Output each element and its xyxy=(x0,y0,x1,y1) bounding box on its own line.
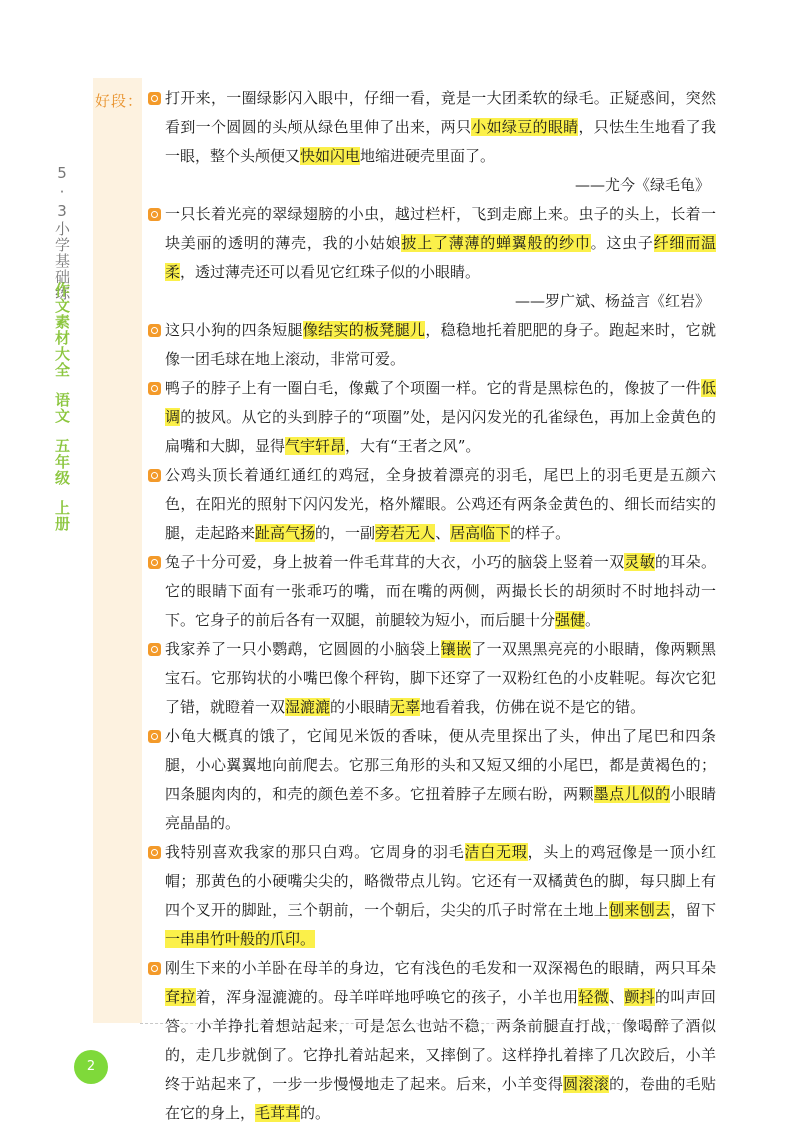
book-subtitle xyxy=(50,282,74,532)
text-segment: ，稳稳地托着肥肥的身子。跑起来时，它就像一团毛球在地上滚动，非常可爱。 xyxy=(165,321,716,368)
text-segment: 地看着我，仿佛在说不是它的错。 xyxy=(420,698,646,716)
bullet-icon xyxy=(148,643,161,656)
highlighted-phrase: 低调 xyxy=(165,379,716,426)
highlighted-phrase: 披上了薄薄的蝉翼般的纱巾 xyxy=(401,234,591,252)
highlighted-phrase: 气宇轩昂 xyxy=(285,437,346,455)
passage-paragraph xyxy=(148,374,716,461)
passage-paragraph xyxy=(148,954,716,1128)
bottom-divider xyxy=(140,1023,710,1024)
text-segment: 着，浑身湿漉漉的。母羊咩咩地呼唤它的孩子，小羊也用 xyxy=(195,988,579,1006)
highlighted-phrase: 纤细而温柔 xyxy=(165,234,716,281)
text-segment: 的小眼睛 xyxy=(330,698,391,716)
text-segment: ，留下 xyxy=(670,901,716,919)
highlighted-phrase: 小如绿豆的眼睛 xyxy=(471,118,579,136)
text-segment: 的叫声回答。小羊挣扎着想站起来，可是怎么也站不稳，两条前腿直打战，像喝醉了酒似的，走几步就倒了。它挣扎着站起来，又摔倒了。这样挣扎着摔了几次跤后，小羊终于站起来了，一步一步慢慢地走了起来。后来，小羊变得 xyxy=(165,988,716,1093)
text-segment: 了一双黑黑亮亮的小眼睛，像两颗黑宝石。它那钩状的小嘴巴像个秤钩，脚下还穿了一双粉红色的小皮鞋呢。每次它犯了错，就瞪着一双 xyxy=(165,640,716,716)
text-segment: ，大有“王者之风”。 xyxy=(345,437,481,455)
text-segment: 小龟大概真的饿了，它闻见米饭的香味，便从壳里探出了头，伸出了尾巴和四条腿，小心翼翼地向前爬去。它那三角形的头和又短又细的小尾巴，都是黄褐色的；四条腿肉肉的，和壳的颜色差不多。它扭着脖子左顾右盼，两颗 xyxy=(165,727,716,803)
highlighted-phrase: 一串串竹叶般的爪印。 xyxy=(165,930,316,948)
passage-paragraph xyxy=(148,722,716,838)
passage-paragraph xyxy=(148,635,716,722)
passage-paragraph xyxy=(148,316,716,374)
text-segment: 我特别喜欢我家的那只白鸡。它周身的羽毛 xyxy=(165,843,465,861)
highlighted-phrase: 轻微 xyxy=(578,988,610,1006)
highlighted-phrase: 趾高气扬 xyxy=(255,524,316,542)
highlighted-phrase: 镶嵌 xyxy=(440,640,472,658)
page-number: 2 xyxy=(74,1050,108,1084)
highlighted-phrase: 圆滚滚 xyxy=(563,1075,610,1093)
highlighted-phrase: 毛茸茸 xyxy=(255,1104,301,1122)
text-segment: 的，一副 xyxy=(315,524,376,542)
text-segment: 这只小狗的四条短腿 xyxy=(165,321,303,339)
bullet-icon xyxy=(148,556,161,569)
bullet-icon xyxy=(148,469,161,482)
text-segment: 的耳朵。它的眼睛下面有一张乖巧的嘴，而在嘴的两侧，两撮长长的胡须时不时地抖动一下。它身子的前后各有一双腿，前腿较为短小，而后腿十分 xyxy=(165,553,716,629)
text-segment: 的披风。从它的头到脖子的“项圈”处，是闪闪发光的孔雀绿色，再加上金黄色的扁嘴和大脚，显得 xyxy=(165,408,716,455)
section-label: 好段： xyxy=(95,92,144,110)
text-segment: 我家养了一只小鹦鹉，它圆圆的小脑袋上 xyxy=(165,640,441,658)
highlighted-phrase: 耷拉 xyxy=(165,988,196,1006)
text-segment: 、 xyxy=(609,988,625,1006)
bullet-icon xyxy=(148,324,161,337)
text-segment: ，透过薄壳还可以看见它红珠子似的小眼睛。 xyxy=(180,263,481,281)
series-title: 5·3小学基础练 xyxy=(53,164,71,301)
passage-paragraph xyxy=(148,84,716,171)
highlighted-phrase: 快如闪电 xyxy=(300,147,361,165)
bullet-icon xyxy=(148,92,161,105)
text-segment: 刚生下来的小羊卧在母羊的身边，它有浅色的毛发和一双深褐色的眼睛，两只耳朵 xyxy=(165,959,716,977)
highlighted-phrase: 像结实的板凳腿儿 xyxy=(302,321,426,339)
bullet-icon xyxy=(148,846,161,859)
passage-paragraph xyxy=(148,200,716,287)
text-segment: 的样子。 xyxy=(510,524,571,542)
passage-paragraph xyxy=(148,548,716,635)
bullet-icon xyxy=(148,962,161,975)
subtitle-part: 作文素材大全 xyxy=(53,282,71,378)
text-segment: 。这虫子 xyxy=(590,234,654,252)
passage-paragraph xyxy=(148,838,716,954)
text-segment: 地缩进硬壳里面了。 xyxy=(360,147,496,165)
passage-source: ——尤今《绿毛龟》 xyxy=(574,176,710,194)
highlighted-phrase: 湿漉漉 xyxy=(285,698,331,716)
text-segment: 兔子十分可爱，身上披着一件毛茸茸的大衣，小巧的脑袋上竖着一双 xyxy=(165,553,625,571)
passage-source: ——罗广斌、杨益言《红岩》 xyxy=(514,292,710,310)
bullet-icon xyxy=(148,730,161,743)
subtitle-part: 五年级 xyxy=(53,438,71,486)
passage-paragraph xyxy=(148,461,716,548)
text-segment: 的。 xyxy=(300,1104,331,1122)
highlighted-phrase: 颤抖 xyxy=(624,988,655,1006)
text-segment: 打开来，一圈绿影闪入眼中，仔细一看，竟是一大团柔软的绿毛。正疑惑间，突然看到一个圆圆的头颅从绿色里伸了出来，两只 xyxy=(165,89,716,136)
highlighted-phrase: 灵敏 xyxy=(624,553,656,571)
bullet-icon xyxy=(148,382,161,395)
highlighted-phrase: 无辜 xyxy=(390,698,421,716)
highlighted-phrase: 居高临下 xyxy=(450,524,511,542)
text-segment: 鸭子的脖子上有一圈白毛，像戴了个项圈一样。它的背是黑棕色的，像披了一件 xyxy=(165,379,701,397)
highlighted-phrase: 墨点儿似的 xyxy=(593,785,671,803)
text-segment: ，头上的鸡冠像是一顶小红帽；那黄色的小硬嘴尖尖的，略微带点儿钩。它还有一双橘黄色的脚，每只脚上有四个叉开的脚趾，三个朝前，一个朝后，尖尖的爪子时常在土地上 xyxy=(165,843,716,919)
text-segment: 。 xyxy=(585,611,601,629)
side-panel xyxy=(93,78,142,1023)
text-segment: 一只长着光亮的翠绿翅膀的小虫，越过栏杆，飞到走廊上来。虫子的头上，长着一块美丽的透明的薄壳，我的小姑娘 xyxy=(165,205,716,252)
highlighted-phrase: 刨来刨去 xyxy=(609,901,671,919)
bullet-icon xyxy=(148,208,161,221)
subtitle-part: 上册 xyxy=(53,500,71,532)
highlighted-phrase: 旁若无人 xyxy=(375,524,436,542)
highlighted-phrase: 洁白无瑕 xyxy=(464,843,528,861)
subtitle-part: 语文 xyxy=(53,392,71,424)
passage-list xyxy=(148,84,716,1128)
text-segment: 公鸡头顶长着通红通红的鸡冠，全身披着漂亮的羽毛，尾巴上的羽毛更是五颜六色，在阳光的照射下闪闪发光，格外耀眼。公鸡还有两条金黄色的、细长而结实的腿，走起路来 xyxy=(165,466,716,542)
text-segment: 、 xyxy=(435,524,451,542)
text-segment: ，只怯生生地看了我一眼，整个头颅便又 xyxy=(165,118,716,165)
highlighted-phrase: 强健 xyxy=(555,611,586,629)
text-segment: 小眼睛亮晶晶的。 xyxy=(165,785,716,832)
text-segment: 的，卷曲的毛贴在它的身上， xyxy=(165,1075,716,1122)
